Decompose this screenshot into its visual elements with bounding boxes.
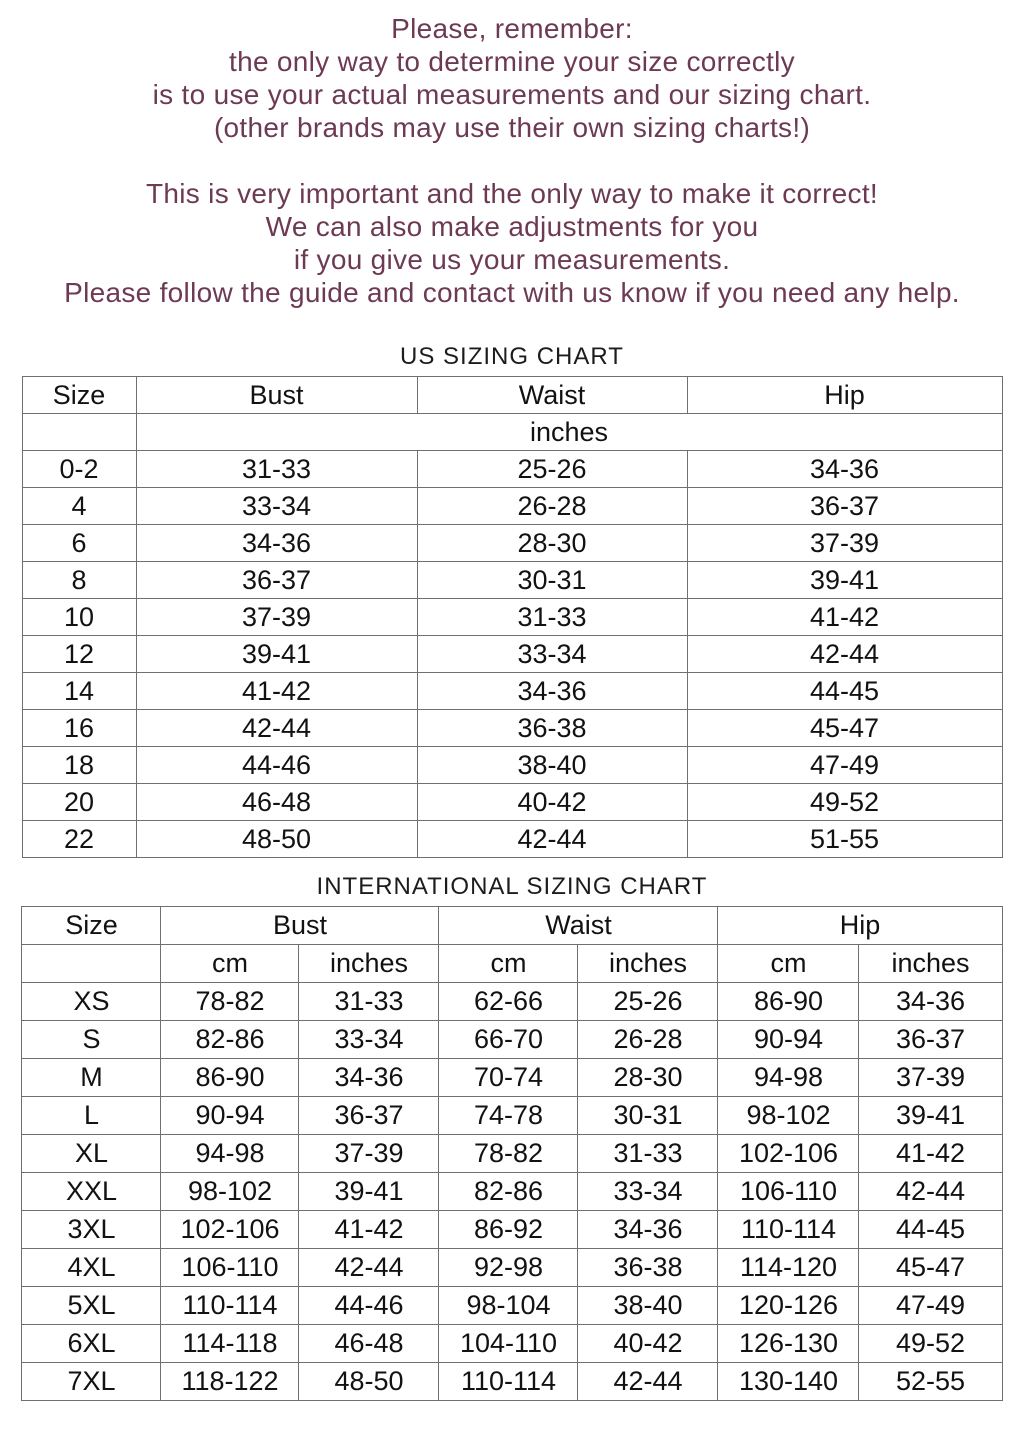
measurement-cell: 28-30 (578, 1059, 718, 1097)
unit-label-inches: inches (299, 945, 439, 983)
measurement-cell: 44-45 (859, 1211, 1002, 1249)
measurement-cell: 36-37 (859, 1021, 1002, 1059)
measurement-cell: 42-44 (417, 821, 687, 858)
table-row (22, 488, 1002, 525)
measurement-cell: 36-37 (687, 488, 1002, 525)
intro-paragraph-reminder (0, 0, 1024, 144)
measurement-cell: 45-47 (859, 1249, 1002, 1287)
international-sizing-table (21, 906, 1002, 1401)
measurement-cell: 38-40 (578, 1287, 718, 1325)
size-cell: S (22, 1021, 161, 1059)
measurement-cell: 41-42 (299, 1211, 439, 1249)
unit-label-cm: cm (439, 945, 578, 983)
measurement-cell: 47-49 (859, 1287, 1002, 1325)
measurement-cell: 120-126 (718, 1287, 859, 1325)
table-row (22, 1249, 1002, 1287)
column-header-hip: Hip (687, 377, 1002, 414)
size-cell: 8 (22, 562, 136, 599)
table-row (22, 599, 1002, 636)
size-cell: 3XL (22, 1211, 161, 1249)
measurement-cell: 45-47 (687, 710, 1002, 747)
measurement-cell: 98-102 (718, 1097, 859, 1135)
measurement-cell: 36-37 (136, 562, 417, 599)
measurement-cell: 78-82 (161, 983, 299, 1021)
size-cell: M (22, 1059, 161, 1097)
measurement-cell: 33-34 (136, 488, 417, 525)
column-header-waist: Waist (439, 907, 718, 945)
measurement-cell: 42-44 (299, 1249, 439, 1287)
size-cell: 6XL (22, 1325, 161, 1363)
measurement-cell: 44-46 (299, 1287, 439, 1325)
unit-label-cm: cm (718, 945, 859, 983)
measurement-cell: 110-114 (161, 1287, 299, 1325)
measurement-cell: 33-34 (299, 1021, 439, 1059)
size-cell: 18 (22, 747, 136, 784)
table-row (22, 983, 1002, 1021)
intro-line: This is very important and the only way to make it correct! (146, 178, 878, 209)
measurement-cell: 30-31 (578, 1097, 718, 1135)
measurement-cell: 34-36 (687, 451, 1002, 488)
table-row (22, 784, 1002, 821)
table-row (22, 1287, 1002, 1325)
measurement-cell: 86-90 (718, 983, 859, 1021)
measurement-cell: 90-94 (718, 1021, 859, 1059)
measurement-cell: 62-66 (439, 983, 578, 1021)
measurement-cell: 25-26 (417, 451, 687, 488)
measurement-cell: 94-98 (161, 1135, 299, 1173)
measurement-cell: 47-49 (687, 747, 1002, 784)
table-row (22, 821, 1002, 858)
column-header-size: Size (22, 377, 136, 414)
intro-line: Please, remember: (391, 13, 633, 44)
measurement-cell: 36-38 (417, 710, 687, 747)
measurement-cell: 102-106 (718, 1135, 859, 1173)
intro-paragraph-important (0, 177, 1024, 309)
measurement-cell: 36-37 (299, 1097, 439, 1135)
table-row (22, 1211, 1002, 1249)
measurement-cell: 49-52 (859, 1325, 1002, 1363)
size-cell: 14 (22, 673, 136, 710)
measurement-cell: 118-122 (161, 1363, 299, 1401)
column-header-waist: Waist (417, 377, 687, 414)
size-cell: 5XL (22, 1287, 161, 1325)
us-header-row (22, 377, 1002, 414)
intro-line: the only way to determine your size correctly (229, 46, 795, 77)
measurement-cell: 37-39 (299, 1135, 439, 1173)
us-unit-row (22, 414, 1002, 451)
measurement-cell: 130-140 (718, 1363, 859, 1401)
measurement-cell: 36-38 (578, 1249, 718, 1287)
measurement-cell: 30-31 (417, 562, 687, 599)
unit-label-inches: inches (859, 945, 1002, 983)
intro-line: is to use your actual measurements and our sizing chart. (152, 79, 872, 110)
measurement-cell: 104-110 (439, 1325, 578, 1363)
size-cell: 4XL (22, 1249, 161, 1287)
measurement-cell: 34-36 (417, 673, 687, 710)
measurement-cell: 42-44 (687, 636, 1002, 673)
measurement-cell: 38-40 (417, 747, 687, 784)
measurement-cell: 37-39 (136, 599, 417, 636)
intro-line: Please follow the guide and contact with us know if you need any help. (64, 277, 960, 308)
measurement-cell: 41-42 (859, 1135, 1002, 1173)
measurement-cell: 41-42 (687, 599, 1002, 636)
column-header-size: Size (22, 907, 161, 945)
measurement-cell: 106-110 (718, 1173, 859, 1211)
measurement-cell: 110-114 (718, 1211, 859, 1249)
empty-cell (22, 945, 161, 983)
table-row (22, 1097, 1002, 1135)
measurement-cell: 102-106 (161, 1211, 299, 1249)
measurement-cell: 40-42 (417, 784, 687, 821)
measurement-cell: 31-33 (578, 1135, 718, 1173)
measurement-cell: 74-78 (439, 1097, 578, 1135)
measurement-cell: 86-90 (161, 1059, 299, 1097)
intro-line: (other brands may use their own sizing charts!) (213, 112, 811, 143)
size-cell: XS (22, 983, 161, 1021)
intl-unit-row (22, 945, 1002, 983)
us-sizing-table (22, 376, 1003, 858)
measurement-cell: 34-36 (136, 525, 417, 562)
size-cell: 0-2 (22, 451, 136, 488)
table-row (22, 1325, 1002, 1363)
table-row (22, 1135, 1002, 1173)
measurement-cell: 37-39 (687, 525, 1002, 562)
measurement-cell: 44-46 (136, 747, 417, 784)
measurement-cell: 98-102 (161, 1173, 299, 1211)
measurement-cell: 48-50 (136, 821, 417, 858)
measurement-cell: 42-44 (136, 710, 417, 747)
measurement-cell: 34-36 (578, 1211, 718, 1249)
size-cell: 4 (22, 488, 136, 525)
size-cell: 7XL (22, 1363, 161, 1401)
intl-chart-title: INTERNATIONAL SIZING CHART (316, 873, 708, 900)
measurement-cell: 70-74 (439, 1059, 578, 1097)
measurement-cell: 26-28 (417, 488, 687, 525)
measurement-cell: 44-45 (687, 673, 1002, 710)
size-cell: 22 (22, 821, 136, 858)
measurement-cell: 48-50 (299, 1363, 439, 1401)
size-cell: 20 (22, 784, 136, 821)
measurement-cell: 106-110 (161, 1249, 299, 1287)
measurement-cell: 33-34 (417, 636, 687, 673)
intl-header-row (22, 907, 1002, 945)
size-cell: 16 (22, 710, 136, 747)
measurement-cell: 25-26 (578, 983, 718, 1021)
table-row (22, 1021, 1002, 1059)
measurement-cell: 33-34 (578, 1173, 718, 1211)
measurement-cell: 41-42 (136, 673, 417, 710)
size-cell: L (22, 1097, 161, 1135)
table-row (22, 525, 1002, 562)
measurement-cell: 66-70 (439, 1021, 578, 1059)
measurement-cell: 98-104 (439, 1287, 578, 1325)
table-row (22, 1059, 1002, 1097)
intro-line: We can also make adjustments for you (265, 211, 759, 242)
column-header-bust: Bust (136, 377, 417, 414)
table-row (22, 1363, 1002, 1401)
measurement-cell: 34-36 (859, 983, 1002, 1021)
table-row (22, 562, 1002, 599)
empty-cell (22, 414, 136, 451)
table-row (22, 710, 1002, 747)
measurement-cell: 94-98 (718, 1059, 859, 1097)
table-row (22, 747, 1002, 784)
measurement-cell: 92-98 (439, 1249, 578, 1287)
measurement-cell: 39-41 (136, 636, 417, 673)
measurement-cell: 34-36 (299, 1059, 439, 1097)
us-chart-title: US SIZING CHART (400, 343, 624, 370)
measurement-cell: 28-30 (417, 525, 687, 562)
measurement-cell: 26-28 (578, 1021, 718, 1059)
measurement-cell: 114-118 (161, 1325, 299, 1363)
measurement-cell: 37-39 (859, 1059, 1002, 1097)
column-header-hip: Hip (718, 907, 1002, 945)
measurement-cell: 51-55 (687, 821, 1002, 858)
size-cell: 6 (22, 525, 136, 562)
table-row (22, 1173, 1002, 1211)
size-cell: 10 (22, 599, 136, 636)
measurement-cell: 39-41 (687, 562, 1002, 599)
table-row (22, 636, 1002, 673)
measurement-cell: 46-48 (136, 784, 417, 821)
unit-label-cm: cm (161, 945, 299, 983)
measurement-cell: 42-44 (859, 1173, 1002, 1211)
unit-label-inches: inches (136, 414, 1002, 451)
measurement-cell: 86-92 (439, 1211, 578, 1249)
table-row (22, 673, 1002, 710)
size-cell: XL (22, 1135, 161, 1173)
size-cell: XXL (22, 1173, 161, 1211)
intro-line: if you give us your measurements. (293, 244, 731, 275)
measurement-cell: 90-94 (161, 1097, 299, 1135)
measurement-cell: 49-52 (687, 784, 1002, 821)
measurement-cell: 39-41 (299, 1173, 439, 1211)
measurement-cell: 40-42 (578, 1325, 718, 1363)
unit-label-inches: inches (578, 945, 718, 983)
size-cell: 12 (22, 636, 136, 673)
column-header-bust: Bust (161, 907, 439, 945)
measurement-cell: 42-44 (578, 1363, 718, 1401)
measurement-cell: 31-33 (136, 451, 417, 488)
measurement-cell: 82-86 (161, 1021, 299, 1059)
measurement-cell: 52-55 (859, 1363, 1002, 1401)
measurement-cell: 110-114 (439, 1363, 578, 1401)
measurement-cell: 31-33 (417, 599, 687, 636)
measurement-cell: 46-48 (299, 1325, 439, 1363)
table-row (22, 451, 1002, 488)
measurement-cell: 31-33 (299, 983, 439, 1021)
measurement-cell: 114-120 (718, 1249, 859, 1287)
measurement-cell: 126-130 (718, 1325, 859, 1363)
measurement-cell: 78-82 (439, 1135, 578, 1173)
measurement-cell: 82-86 (439, 1173, 578, 1211)
measurement-cell: 39-41 (859, 1097, 1002, 1135)
